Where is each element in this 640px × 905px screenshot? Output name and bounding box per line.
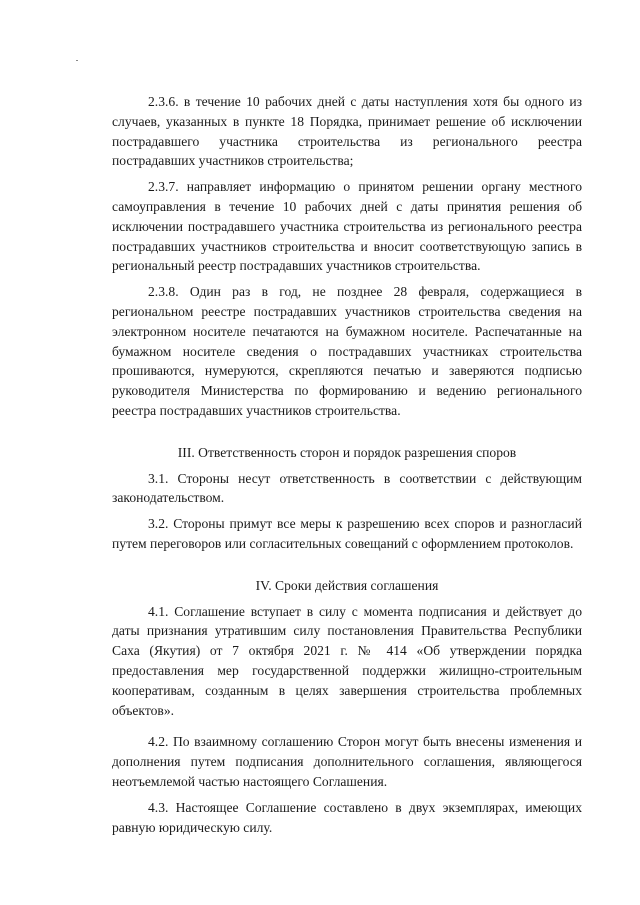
paragraph-3-2: 3.2. Стороны примут все меры к разрешению всех споров и разногласий путем переговоров или согласительных совещаний с оформлением протоколов. <box>112 516 582 551</box>
section-3-heading: III. Ответственность сторон и порядок разрешения споров <box>177 444 517 460</box>
paragraph-2-3-6: 2.3.6. в течение 10 рабочих дней с даты наступления хотя бы одного из случаев, указанных в пункте 18 Порядка, принимает решение об исключении пострадавшего участника строительства из регионального реестра пострадавших участников строительства; <box>112 94 582 169</box>
paragraph-4-1: 4.1. Соглашение вступает в силу с момента подписания и действует до даты признания утратившим силу постановления Правительства Республики Саха (Якутия) от 7 октября 2021 г. № 414 «Об утверждении порядка предоставления мер государственной поддержки жилищно-строительным кооперативам, созданным в целях завершения строительства проблемных объектов». <box>112 603 582 718</box>
paragraph-2-3-8: 2.3.8. Один раз в год, не позднее 28 февраля, содержащиеся в региональном реестре пострадавших участников строительства сведения на электронном носителе печатаются на бумажном носителе. Распечатанные на бумажном носителе сведения о пострадавших участниках строительства прошиваются, нумеруются, скрепляются печатью и заверяются подписью руководителя Министерства по формированию и ведению регионального реестра пострадавших участников строительства. <box>112 284 582 418</box>
paragraph-4-3: 4.3. Настоящее Соглашение составлено в двух экземплярах, имеющих равную юридическую силу. <box>112 799 582 835</box>
section-4-heading: IV. Сроки действия соглашения <box>255 577 439 593</box>
paragraph-2-3-7: 2.3.7. направляет информацию о принятом решении органу местного самоуправления в течение 10 рабочих дней с даты принятия решения об исключении пострадавшего участника строительства из регионального реестра пострадавших участников строительства и вносит соответствующую запись в региональный реестр пострадавших участников строительства. <box>112 179 582 274</box>
paragraph-4-2: 4.2. По взаимному соглашению Сторон могут быть внесены изменения и дополнения путем подписания дополнительного соглашения, являющегося неотъемлемой частью настоящего Соглашения. <box>112 734 582 789</box>
paragraph-3-1: 3.1. Стороны несут ответственность в соответствии с действующим законодательством. <box>112 470 582 506</box>
document-body <box>112 92 582 837</box>
scan-speck <box>76 60 78 61</box>
